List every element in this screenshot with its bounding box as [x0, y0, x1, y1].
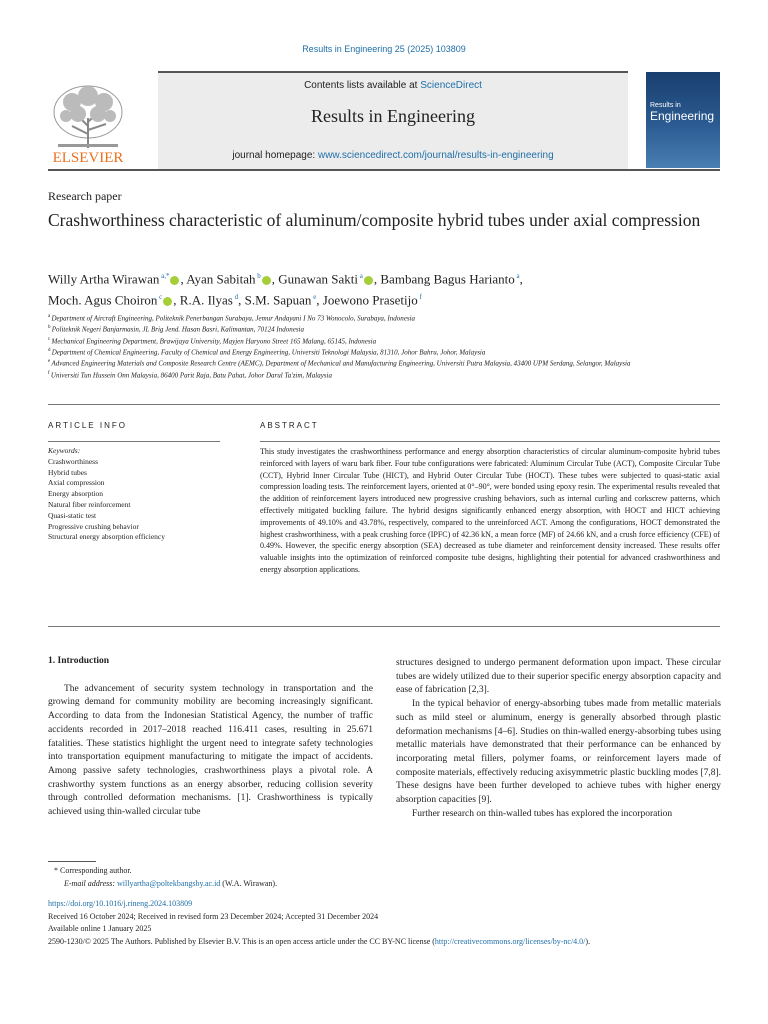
body-paragraph: In the typical behavior of energy-absorbing tubes made from metallic materials such as mild steel or aluminum, energy is generally absorbed through plastic deformation mechanisms [4–6]. Studies on thin-walled energy-absorbing tubes using metallic materials have demonstrated that their performance can be enhanced by incorporating metal fillers, polymer foams, or reinforcement layers made of composite materials, effectively reducing axisymmetric plastic buckling modes [7,8]. These designs have been further developed to achieve tubes with higher energy absorption capacities [9]. [396, 699, 721, 806]
author-affiliation-marker[interactable]: a [358, 272, 363, 280]
homepage-prefix: journal homepage: [232, 150, 318, 161]
header-divider [48, 169, 720, 171]
body-left-column [48, 655, 373, 820]
affiliation-key: e [48, 359, 52, 365]
journal-cover-image [646, 72, 720, 168]
cover-small-text: Results in [650, 102, 681, 109]
author-affiliation-marker[interactable]: a [514, 272, 520, 280]
author-affiliation-marker[interactable]: c [157, 293, 163, 302]
available-online: Available online 1 January 2025 [48, 924, 152, 934]
keyword-item: Structural energy absorption efficiency [48, 532, 165, 542]
author-name[interactable]: S.M. Sapuan [244, 292, 312, 308]
article-footer [48, 898, 720, 948]
email-link[interactable]: willyartha@poltekbangsby.ac.id [117, 879, 221, 888]
paper-type: Research paper [48, 189, 122, 203]
affiliation-key: d [48, 347, 52, 353]
author-name[interactable]: Bambang Bagus Harianto [380, 271, 515, 287]
elsevier-wordmark: ELSEVIER [52, 150, 124, 166]
affiliation-item: $^f$ Universiti Tun Hussein Onn Malaysia, 86400 Parit Raja, Batu Pahat, Johor Darul Ta'zim, Malaysia [48, 370, 332, 379]
journal-name: Results in Engineering [311, 106, 475, 126]
author-affiliation-marker[interactable]: a,* [159, 272, 170, 280]
keyword-item: Natural fiber reinforcement [48, 499, 131, 509]
author-name[interactable]: Joewono Prasetijo [322, 292, 418, 308]
section-heading-introduction: 1. Introduction [48, 656, 110, 666]
email-label: E-mail address: [64, 879, 116, 888]
body-paragraph: The advancement of security system technology in transportation and the growing demand for community mobility are becoming increasingly significant. According to data from the Indonesian Statistical Agency, the number of traffic accidents recorded in 2017–2018 reached 116.411 cases, resulting in 25.671 fatalities. These statistics highlight the urgent need to integrate safety technologies into transportation equipment manufacturing to mitigate the impact of accidents. Among passive safety technologies, crashworthiness plays a pivotal role. A crashworthy system functions as an energy absorber, reducing collision severity through controlled deformation mechanisms. [1]. Crashworthiness is typically achieved using thin-walled circular tube [48, 683, 373, 818]
keyword-item: Quasi-static test [48, 510, 97, 520]
footnote-divider [48, 861, 96, 862]
body-paragraph: Further research on thin-walled tubes has explored the incorporation [412, 808, 673, 819]
contents-prefix: Contents lists available at [304, 80, 421, 91]
homepage-link[interactable]: www.sciencedirect.com/journal/results-in-engineering [317, 150, 554, 161]
affiliation-key: f [48, 370, 51, 376]
affiliation-item: $^d$ Department of Chemical Engineering, Faculty of Chemical and Energy Engineering, Universiti Teknologi Malaysia, 81310, Johor Bahru, Johor, Malaysia [48, 347, 486, 357]
elsevier-logo [48, 78, 128, 166]
email-suffix: (W.A. Wirawan). [220, 879, 278, 888]
orcid-icon[interactable] [262, 276, 271, 285]
cover-title [650, 102, 714, 123]
doi-link[interactable]: https://doi.org/10.1016/j.rineng.2024.103809 [48, 899, 193, 908]
orcid-icon[interactable] [163, 297, 172, 306]
author-name[interactable]: Moch. Agus Choiron [48, 292, 158, 308]
journal-homepage [158, 150, 628, 161]
divider [48, 626, 720, 627]
keywords-list [48, 457, 238, 543]
abstract-heading: ABSTRACT [260, 421, 319, 430]
license-link[interactable]: http://creativecommons.org/licenses/by-nc/4.0/ [434, 936, 586, 946]
keyword-item: Progressive crushing behavior [48, 521, 139, 531]
footnotes [48, 864, 720, 890]
corresponding-author-note: * Corresponding author. [54, 866, 132, 875]
author-affiliation-marker[interactable]: d [232, 293, 239, 302]
license-prefix: 2590-1230/© 2025 The Authors. Published by Elsevier B.V. This is an open access article under the CC BY-NC license ( [48, 936, 435, 946]
affiliation-item: $^c$ Mechanical Engineering Department, Brawijaya University, Mayjen Haryono Street 165 Malang, 65145, Indonesia [48, 336, 377, 345]
keyword-item: Hybrid tubes [48, 467, 87, 477]
author-affiliation-marker[interactable]: f [417, 293, 422, 302]
affiliation-key: c [48, 336, 52, 342]
author-affiliation-marker[interactable]: b [255, 272, 261, 280]
paper-title: Crashworthiness characteristic of aluminum/composite hybrid tubes under axial compression [48, 210, 701, 230]
affiliation-key: b [48, 325, 52, 331]
contents-line [158, 80, 628, 91]
keyword-item: Energy absorption [48, 489, 104, 499]
keyword-item: Axial compression [48, 478, 105, 488]
body-right-column [396, 657, 721, 821]
author-name[interactable]: Willy Artha Wirawan [48, 271, 160, 287]
keyword-item: Crashworthiness [48, 456, 98, 466]
email-line [48, 877, 720, 890]
license-suffix: ). [585, 936, 591, 946]
divider [260, 441, 720, 442]
author-list: Willy Artha Wirawan $^{a,*}$ , Ayan Sabitah $^b$ , Gunawan Sakti $^a$ , Bambang Bagus Harianto $^a$, Moch. Agus Choiron $^c$ , R.A. Ilyas $^d$, S.M. Sapuan $^e$, Joewono Prasetijo $^f$ [48, 271, 523, 308]
abstract-text: This study investigates the crashworthiness performance and energy absorption characteristics of circular aluminum-composite hybrid tubes reinforced with layers of waru bark fiber. Four tube configurations were fabricated: Aluminum Circular Tube (ACT), Composite Circular Tube (CCT), Hybrid Inner Circular Tube (HICT), and Hybrid Outer Circular Tube (HOCT). These tubes were subjected to quasi-static axial compression loading tests. The reinforcement layers, oriented at 0°–90°, were bonded using epoxy resin. The experimental results revealed that the addition of reinforcement layers introduced new progressive crushing behaviors, such as internal curling and corkscrew patterns, which effectively mitigated buckling failure. The hybrid designs significantly enhanced energy absorption, with HOCT and HICT achieving improvements of 49.10% and 43.78%, respectively, compared to the unreinforced ACT. Among the configurations, HOCT demonstrated the highest crashworthiness, with a peak crushing force (IPFC) of 42.36 kN, a mean force (MF) of 24.66 kN, and a crush force efficiency (CFE) of 0.49%. However, the specific energy absorption (SEA) decreased as tube diameter and reinforcement density increased. These results offer valuable insights into the optimization of reinforced composite tube designs, highlighting their potential for advanced crashworthiness and energy absorption applications. [260, 447, 720, 574]
author-name[interactable]: Ayan Sabitah [186, 271, 256, 287]
keywords-label: Keywords: [48, 446, 81, 455]
divider [48, 441, 220, 442]
divider [48, 404, 720, 405]
affiliation-key: a [48, 314, 52, 319]
orcid-icon[interactable] [364, 276, 373, 285]
author-name[interactable]: R.A. Ilyas [179, 292, 233, 308]
author-affiliation-marker[interactable]: e [311, 293, 317, 302]
affiliations [48, 312, 720, 380]
received-dates: Received 16 October 2024; Received in revised form 23 December 2024; Accepted 31 December 2024 [48, 911, 379, 921]
license-line [48, 936, 720, 949]
keywords-block [48, 446, 238, 543]
author-name[interactable]: Gunawan Sakti [278, 271, 359, 287]
affiliation-item: $^b$ Politeknik Negeri Banjarmasin, JL Brig Jend. Hasan Basri, Kalimantan, 70124 Indonesia [48, 325, 304, 334]
journal-citation[interactable]: Results in Engineering 25 (2025) 103809 [302, 44, 466, 54]
affiliation-item: $^a$ Department of Aircraft Engineering, Politeknik Penerbangan Surabaya, Jemur Andayani I No 73 Wonocolo, Surabaya, Indonesia [48, 314, 416, 323]
body-paragraph: structures designed to undergo permanent deformation upon impact. These circular tubes are widely utilized due to their superior specific energy absorption capacity and ease of fabrication [2,3]. [396, 658, 721, 696]
cover-big-text: Engineering [650, 109, 715, 123]
orcid-icon[interactable] [170, 276, 179, 285]
sciencedirect-link[interactable]: ScienceDirect [420, 80, 482, 91]
article-info-heading: ARTICLE INFO [48, 421, 127, 430]
affiliation-item: $^e$ Advanced Engineering Materials and Composite Research Centre (AEMC), Department of Mechanical and Manufacturing Engineering, Universiti Putra Malaysia, 43400 UPM Serdang, Selangor, Malaysia [48, 359, 631, 368]
